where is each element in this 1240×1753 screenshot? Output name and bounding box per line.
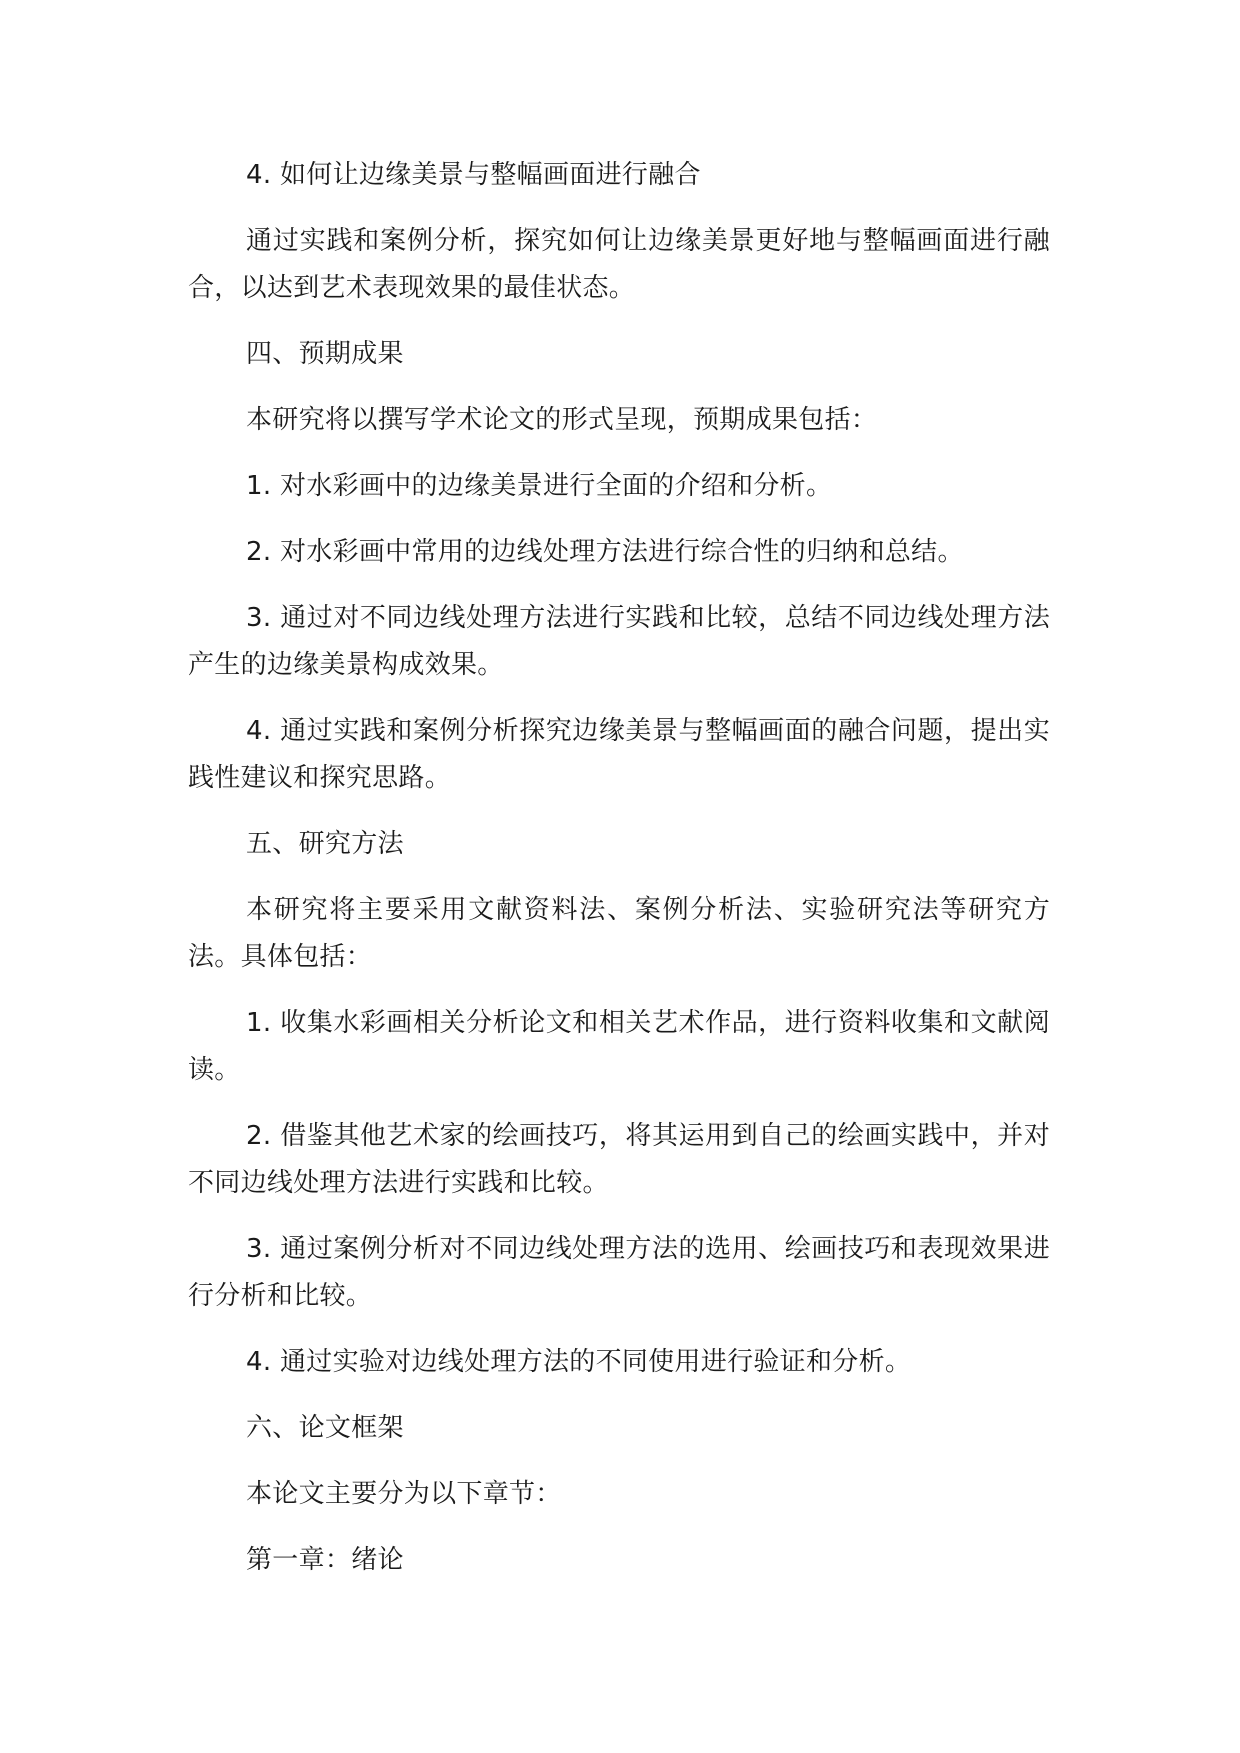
list-item: 2. 对水彩画中常用的边线处理方法进行综合性的归纳和总结。 <box>246 537 964 567</box>
body-paragraph: 本研究将主要采用文献资料法、案例分析法、实验研究法等研究方法。具体包括： <box>188 895 1050 972</box>
body-paragraph: 本论文主要分为以下章节： <box>246 1479 562 1509</box>
section-heading-research-methods: 五、研究方法 <box>246 829 404 859</box>
list-item: 1. 对水彩画中的边缘美景进行全面的介绍和分析。 <box>246 471 833 501</box>
body-paragraph: 本研究将以撰写学术论文的形式呈现，预期成果包括： <box>246 405 878 435</box>
list-item-fusion: 4. 如何让边缘美景与整幅画面进行融合 <box>246 160 701 190</box>
list-item: 4. 通过实践和案例分析探究边缘美景与整幅画面的融合问题，提出实践性建议和探究思路。 <box>188 716 1050 793</box>
section-heading-thesis-framework: 六、论文框架 <box>246 1413 404 1443</box>
document-page <box>188 152 1050 1603</box>
list-item: 3. 通过案例分析对不同边线处理方法的选用、绘画技巧和表现效果进行分析和比较。 <box>188 1234 1050 1311</box>
list-item: 4. 通过实验对边线处理方法的不同使用进行验证和分析。 <box>246 1347 912 1377</box>
body-paragraph: 通过实践和案例分析，探究如何让边缘美景更好地与整幅画面进行融合，以达到艺术表现效果的最佳状态。 <box>188 226 1050 303</box>
section-heading-expected-results: 四、预期成果 <box>246 339 404 369</box>
chapter-item: 第一章：绪论 <box>246 1545 404 1575</box>
list-item: 3. 通过对不同边线处理方法进行实践和比较，总结不同边线处理方法产生的边缘美景构成效果。 <box>188 603 1050 680</box>
list-item: 1. 收集水彩画相关分析论文和相关艺术作品，进行资料收集和文献阅读。 <box>188 1008 1050 1085</box>
list-item: 2. 借鉴其他艺术家的绘画技巧，将其运用到自己的绘画实践中，并对不同边线处理方法进行实践和比较。 <box>188 1121 1050 1198</box>
